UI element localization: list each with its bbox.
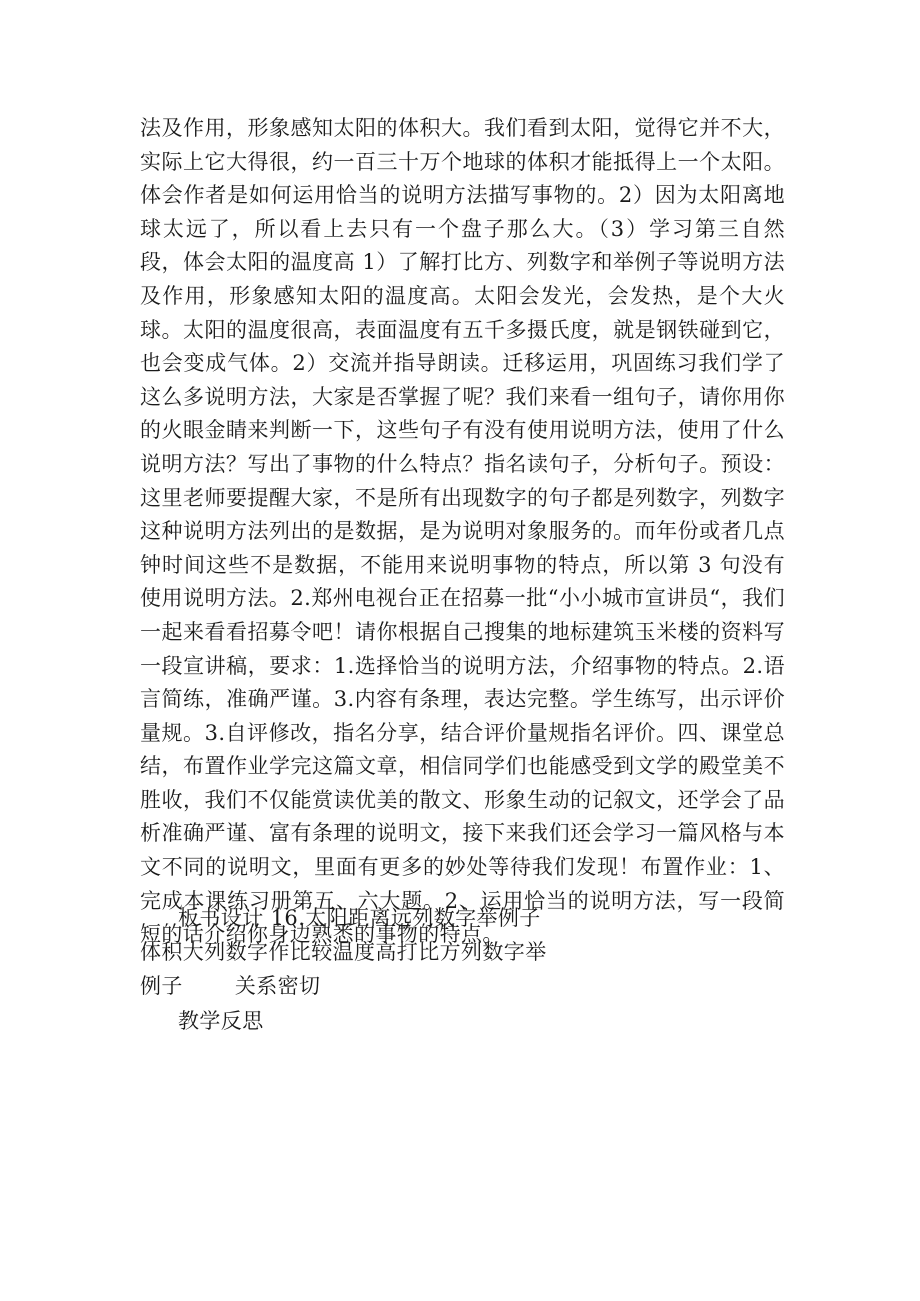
reflection-heading: 教学反思 [178, 1009, 264, 1033]
board-design-item: 关系密切 [234, 974, 321, 998]
board-design-title: 板书设计 16.太阳距离远列数字举例子 [178, 906, 541, 930]
board-design-line [140, 970, 320, 1004]
board-design-item: 例子 [140, 974, 183, 998]
board-design-line: 体积大列数字作比较温度高打比方列数字举 [140, 940, 547, 964]
body-paragraph: 法及作用，形象感知太阳的体积大。我们看到太阳，觉得它并不大，实际上它大得很，约一百三十万个地球的体积才能抵得上一个太阳。体会作者是如何运用恰当的说明方法描写事物的。2）因为太阳离地球太远了，所以看上去只有一个盘子那么大。（3）学习第三自然段，体会太阳的温度高 1）了解打比方、列数字和举例子等说明方法及作用，形象感知太阳的温度高。太阳会发光，会发热，是个大火球。太阳的温度很高，表面温度有五千多摄氏度，就是钢铁碰到它，也会变成气体。2）交流并指导朗读。迁移运用，巩固练习我们学了这么多说明方法，大家是否掌握了呢？我们来看一组句子，请你用你的火眼金睛来判断一下，这些句子有没有使用说明方法，使用了什么说明方法？写出了事物的什么特点？指名读句子，分析句子。预设：这里老师要提醒大家，不是所有出现数字的句子都是列数字，列数字这种说明方法列出的是数据，是为说明对象服务的。而年份或者几点钟时间这些不是数据，不能用来说明事物的特点，所以第 3 句没有使用说明方法。2.郑州电视台正在招募一批“小小城市宣讲员“，我们一起来看看招募令吧！请你根据自己搜集的地标建筑玉米楼的资料写一段宣讲稿，要求：1.选择恰当的说明方法，介绍事物的特点。2.语言简练，准确严谨。3.内容有条理，表达完整。学生练写，出示评价量规。3.自评修改，指名分享，结合评价量规指名评价。四、课堂总结，布置作业学完这篇文章，相信同学们也能感受到文学的殿堂美不胜收，我们不仅能赏读优美的散文、形象生动的记叙文，还学会了品析准确严谨、富有条理的说明文，接下来我们还会学习一篇风格与本文不同的说明文，里面有更多的妙处等待我们发现！布置作业：1、完成本课练习册第五、六大题。2、运用恰当的说明方法，写一段简短的话介绍你身边熟悉的事物的特点。 [140, 116, 785, 947]
